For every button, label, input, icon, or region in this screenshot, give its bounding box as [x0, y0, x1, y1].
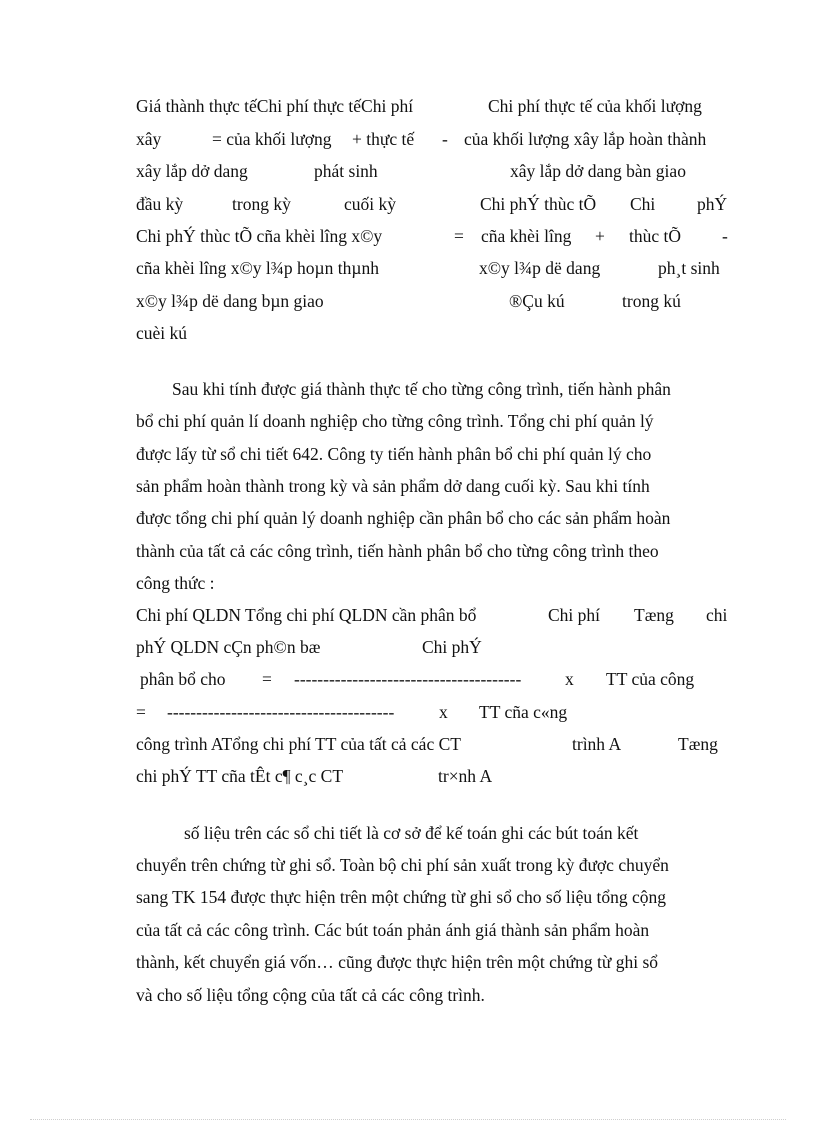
formula2-text: =	[262, 669, 272, 689]
formula2-text: =	[136, 702, 146, 722]
formula2-text: Chi phÝ	[422, 637, 482, 657]
formula2-text: Tæng	[678, 734, 718, 754]
paragraph-line: thành, kết chuyển giá vốn… cũng được thực hiện trên một chứng từ ghi sổ	[136, 952, 659, 972]
formula2-fraction-bar: ---------------------------------------	[167, 702, 395, 722]
formula1-text: Chi phí thực tế của khối lượng	[488, 96, 702, 116]
formula1-text: xây lắp dở dang bàn giao	[510, 161, 686, 181]
formula1-text: đầu kỳ	[136, 194, 184, 214]
page-footer-divider	[30, 1119, 786, 1120]
formula1-text: Giá thành thực tếChi phí thực tếChi phí	[136, 96, 414, 116]
formula1-text: + thực tế	[352, 129, 415, 149]
paragraph-line: công thức :	[136, 573, 215, 593]
formula1-text: cuối kỳ	[344, 194, 397, 214]
formula1-text: thùc tÕ	[629, 226, 682, 246]
paragraph-line: thành của tất cả các công trình, tiến hành phân bổ cho từng công trình theo	[136, 541, 659, 561]
formula1-text: trong kỳ	[232, 194, 291, 214]
formula1-text: của khối lượng xây lắp hoàn thành	[464, 129, 707, 149]
formula1-text: Chi phÝ thùc tÕ cña khèi lîng x©y	[136, 226, 383, 246]
paragraph-line: sản phẩm hoàn thành trong kỳ và sản phẩm dở dang cuối kỳ. Sau khi tính	[136, 476, 650, 496]
paragraph-line: chuyển trên chứng từ ghi sổ. Toàn bộ chi phí sản xuất trong kỳ được chuyển	[136, 855, 669, 875]
formula2-text: x	[439, 702, 448, 722]
formula1-text: -	[722, 226, 728, 246]
paragraph-line: được tổng chi phí quản lý doanh nghiệp cần phân bổ cho các sản phẩm hoàn	[136, 508, 671, 528]
formula1-text: ®Çu kú	[509, 291, 565, 311]
formula2-text: trình A	[572, 734, 622, 754]
formula1-text: trong kú	[622, 291, 681, 311]
paragraph-line: được lấy từ sổ chi tiết 642. Công ty tiến hành phân bổ chi phí quản lý cho	[136, 444, 652, 464]
formula2-text: x	[565, 669, 574, 689]
formula2-text: chi phÝ TT cña tÊt c¶ c¸c CT	[136, 766, 344, 786]
formula2-text: Tæng	[634, 605, 674, 625]
formula2-text: chi	[706, 605, 728, 625]
formula2-text: phân bổ cho	[140, 669, 226, 689]
formula1-text: phát sinh	[314, 161, 378, 181]
formula2-text: phÝ QLDN cÇn ph©n bæ	[136, 637, 321, 657]
paragraph-line: sang TK 154 được thực hiện trên một chứng từ ghi sổ cho số liệu tổng cộng	[136, 887, 666, 907]
formula1-text: phÝ	[697, 194, 728, 214]
paragraph-line: Sau khi tính được giá thành thực tế cho từng công trình, tiến hành phân	[172, 379, 671, 399]
formula1-text: +	[595, 226, 605, 246]
paragraph-line: số liệu trên các sổ chi tiết là cơ sở để kế toán ghi các bút toán kết	[184, 823, 639, 843]
formula2-text: TT cña c«ng	[479, 702, 568, 722]
formula1-text: =	[454, 226, 464, 246]
formula1-text: Chi	[630, 194, 656, 214]
paragraph-line: của tất cả các công trình. Các bút toán phản ánh giá thành sản phẩm hoàn	[136, 920, 650, 940]
formula1-text: xây	[136, 129, 162, 149]
formula2-text: Chi phí QLDN Tổng chi phí QLDN cần phân bổ	[136, 605, 477, 625]
formula1-text: -	[442, 129, 448, 149]
formula2-text: TT của công	[606, 669, 695, 689]
formula2-text: tr×nh A	[438, 766, 493, 786]
formula1-text: x©y l¾p dë dang	[479, 258, 601, 278]
formula1-text: ph¸t sinh	[658, 258, 720, 278]
paragraph-line: và cho số liệu tổng cộng của tất cả các công trình.	[136, 985, 485, 1005]
formula2-fraction-bar: ---------------------------------------	[294, 669, 522, 689]
formula2-text: công trình ATổng chi phí TT của tất cả các CT	[136, 734, 461, 754]
formula1-text: x©y l¾p dë dang bµn giao	[136, 291, 324, 311]
formula1-text: cuèi kú	[136, 323, 188, 343]
paragraph-line: bổ chi phí quản lí doanh nghiệp cho từng công trình. Tổng chi phí quản lý	[136, 411, 654, 431]
formula1-text: = của khối lượng	[212, 129, 332, 149]
formula1-text: cña khèi lîng x©y l¾p hoµn thµnh	[136, 258, 379, 278]
formula1-text: xây lắp dở dang	[136, 161, 248, 181]
formula2-text: Chi phí	[548, 605, 601, 625]
formula1-text: cña khèi lîng	[481, 226, 572, 246]
formula1-text: Chi phÝ thùc tÕ	[480, 194, 597, 214]
